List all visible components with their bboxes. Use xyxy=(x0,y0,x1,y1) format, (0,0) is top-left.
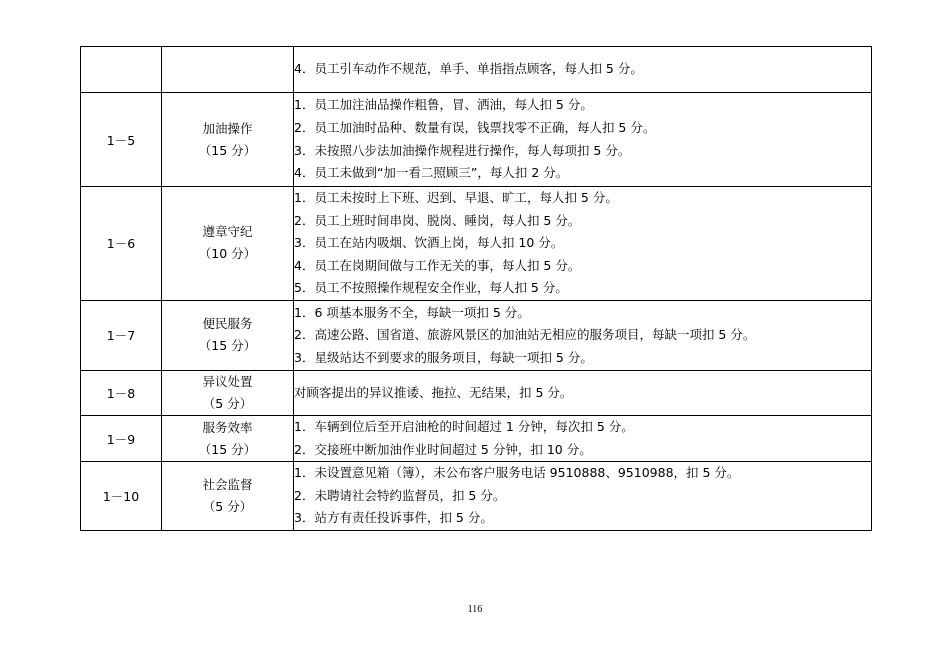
criteria-line: 2．高速公路、国省道、旅游风景区的加油站无相应的服务项目，每缺一项扣 5 分。 xyxy=(294,327,756,343)
page-number: 116 xyxy=(467,604,483,615)
item-name-cell xyxy=(162,370,294,415)
item-name-cell xyxy=(162,187,294,301)
table-row xyxy=(81,93,872,187)
inspection-criteria-table xyxy=(80,46,872,531)
criteria-line: 3．未按照八步法加油操作规程进行操作，每人每项扣 5 分。 xyxy=(294,142,631,158)
criteria-line: 4．员工在岗期间做与工作无关的事，每人扣 5 分。 xyxy=(294,257,581,273)
item-name-cell xyxy=(162,300,294,370)
criteria-cell xyxy=(294,300,872,370)
item-name: 便民服务 xyxy=(202,316,253,332)
item-number-cell: 1－8 xyxy=(81,370,162,415)
item-name: 加油操作 xyxy=(202,120,253,136)
criteria-line: 1．员工未按时上下班、迟到、早退、旷工，每人扣 5 分。 xyxy=(294,190,618,205)
item-number-cell xyxy=(81,47,162,93)
item-name-cell xyxy=(162,462,294,531)
criteria-line: 2．未聘请社会特约监督员，扣 5 分。 xyxy=(294,487,506,503)
table-row xyxy=(81,370,872,415)
criteria-cell xyxy=(294,462,872,531)
item-score: （15 分） xyxy=(198,142,257,158)
item-name: 服务效率 xyxy=(202,419,253,435)
item-score: （5 分） xyxy=(202,395,253,411)
item-score: （15 分） xyxy=(198,338,257,354)
item-name: 异议处置 xyxy=(202,373,253,389)
criteria-line: 对顾客提出的异议推诿、拖拉、无结果，扣 5 分。 xyxy=(294,384,573,400)
criteria-line: 3．站方有责任投诉事件，扣 5 分。 xyxy=(294,510,493,526)
item-name: 遵章守纪 xyxy=(202,224,253,240)
criteria-cell xyxy=(294,370,872,415)
item-name-cell xyxy=(162,415,294,461)
criteria-line: 3．员工在站内吸烟、饮酒上岗，每人扣 10 分。 xyxy=(294,235,564,251)
criteria-cell xyxy=(294,187,872,301)
table-body xyxy=(81,47,872,531)
item-number-cell: 1－10 xyxy=(81,462,162,531)
criteria-line: 5．员工不按照操作规程安全作业，每人扣 5 分。 xyxy=(294,280,568,296)
criteria-line: 1．未设置意见箱（簿），未公布客户服务电话 9510888、9510988，扣 5 分。 xyxy=(294,465,740,481)
table-row xyxy=(81,462,872,531)
item-name-cell xyxy=(162,93,294,187)
criteria-line: 3．星级站达不到要求的服务项目，每缺一项扣 5 分。 xyxy=(294,349,593,365)
criteria-line: 2．交接班中断加油作业时间超过 5 分钟，扣 10 分。 xyxy=(294,441,592,457)
criteria-line: 2．员工加油时品种、数量有误，钱票找零不正确，每人扣 5 分。 xyxy=(294,119,656,135)
criteria-line: 2．员工上班时间串岗、脱岗、睡岗，每人扣 5 分。 xyxy=(294,212,581,228)
criteria-line: 1．员工加注油品操作粗鲁，冒、洒油，每人扣 5 分。 xyxy=(294,97,593,113)
table-row xyxy=(81,415,872,461)
criteria-line: 1．车辆到位后至开启油枪的时间超过 1 分钟，每次扣 5 分。 xyxy=(294,418,634,434)
item-score: （10 分） xyxy=(198,246,257,262)
item-number-cell: 1－9 xyxy=(81,415,162,461)
item-number-cell: 1－7 xyxy=(81,300,162,370)
item-score: （15 分） xyxy=(198,441,257,457)
item-number-cell: 1－6 xyxy=(81,187,162,301)
criteria-cell xyxy=(294,415,872,461)
table-row xyxy=(81,300,872,370)
item-number-cell: 1－5 xyxy=(81,93,162,187)
item-name: 社会监督 xyxy=(202,477,253,493)
criteria-cell xyxy=(294,47,872,93)
item-name-cell xyxy=(162,47,294,93)
criteria-cell xyxy=(294,93,872,187)
table-row xyxy=(81,187,872,301)
criteria-line: 1．6 项基本服务不全，每缺一项扣 5 分。 xyxy=(294,304,530,320)
table-row xyxy=(81,47,872,93)
item-score: （5 分） xyxy=(202,499,253,515)
criteria-line: 4．员工未做到“加一看二照顾三”，每人扣 2 分。 xyxy=(294,165,569,181)
criteria-line: 4．员工引车动作不规范，单手、单指指点顾客，每人扣 5 分。 xyxy=(294,61,643,77)
